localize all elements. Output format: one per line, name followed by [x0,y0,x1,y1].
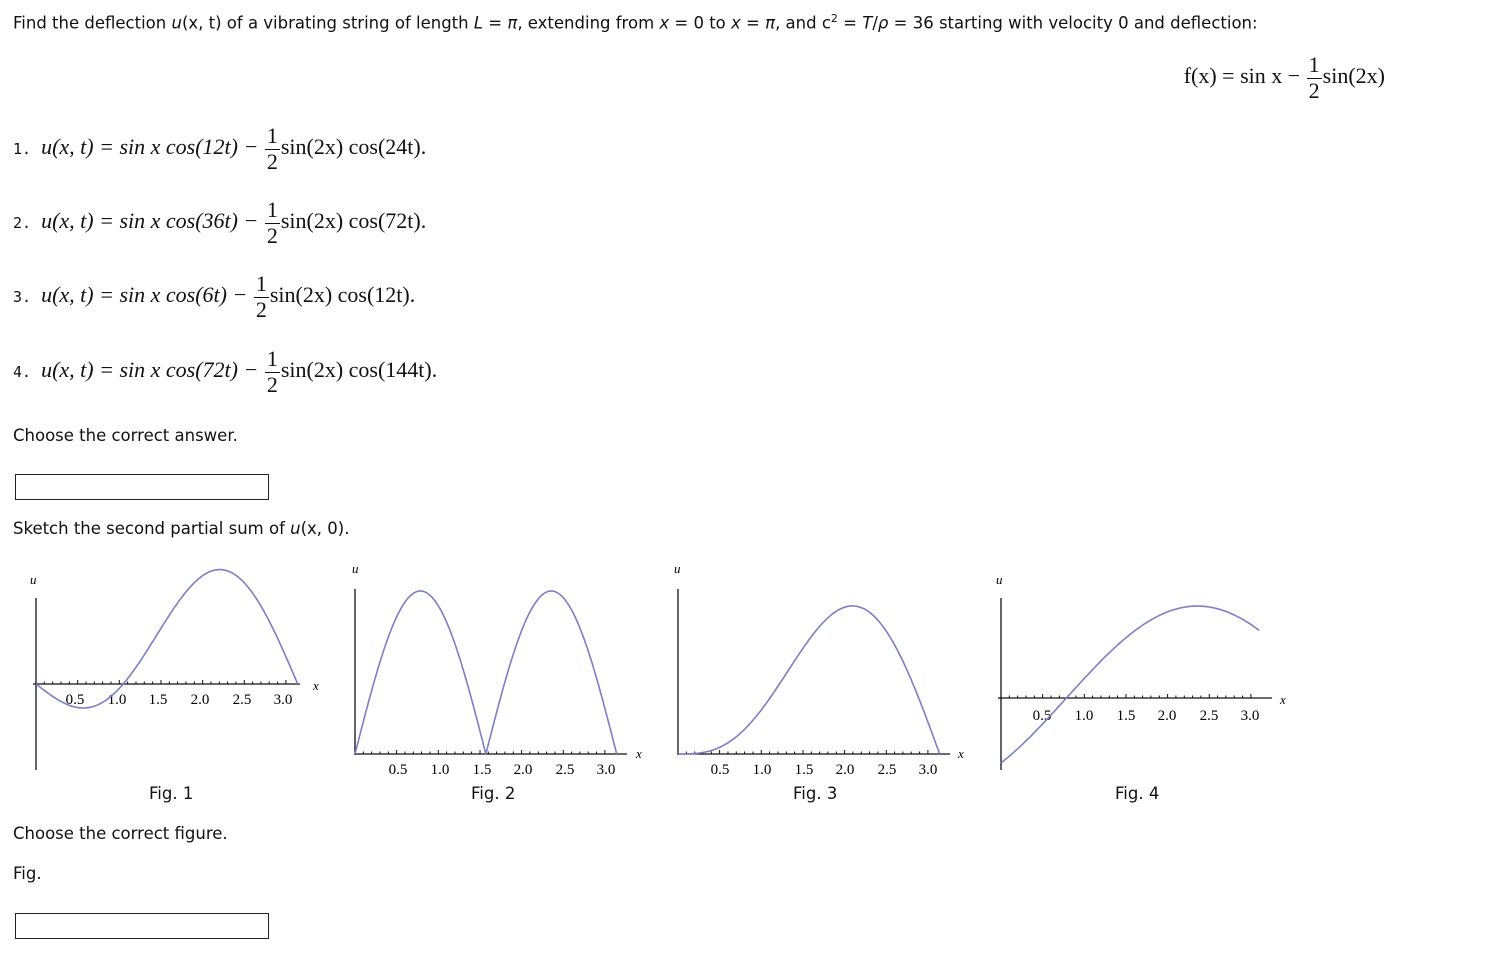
figure-3-curve [678,606,940,754]
option-lhs: u(x, t) = sin x cos(72t) − [41,357,264,383]
question-var: L [473,13,484,33]
option-rhs: sin(2x) cos(144t). [280,357,438,383]
option-fraction [265,199,280,247]
fraction-denominator: 2 [255,297,267,322]
option-1 [13,125,426,173]
deflection-formula [1184,54,1385,102]
tick-labels [1033,708,1260,724]
figure-4-plot [990,560,1300,780]
fraction-numerator: 1 [266,197,278,222]
question-part: = [837,13,863,33]
option-fraction [254,273,269,321]
option-lhs: u(x, t) = sin x cos(12t) − [41,134,264,160]
tick-label: 2.5 [555,762,575,778]
question-part: Find the deflection [13,13,172,33]
question-var: T [862,13,873,33]
sketch-text: Sketch the second partial sum of [13,519,291,538]
deflection-fraction [1307,54,1322,102]
option-number: 1. [13,140,32,159]
tick-label: 3.0 [918,762,938,778]
figure-answer-input[interactable] [15,913,269,939]
tick-label: 0.5 [1032,708,1052,724]
tick-labels [711,762,938,778]
tick-label: 1.5 [148,692,168,708]
tick-label: 2.0 [513,762,533,778]
question-var: π [507,13,518,33]
figure-1-curve [36,570,298,708]
choose-figure-label: Choose the correct figure. [13,824,228,843]
option-fraction [265,125,280,173]
sketch-var: u [290,519,301,538]
option-number: 4. [13,363,32,382]
tick-label: 3.0 [1240,708,1260,724]
tick-labels [389,762,616,778]
sketch-text: (x, 0). [300,519,350,538]
x-axis-label: x [958,746,964,761]
tick-label: 0.5 [710,762,730,778]
question-sup: 2 [830,12,838,25]
option-number: 2. [13,214,32,233]
tick-label: 2.5 [1199,708,1219,724]
option-3 [13,273,415,321]
sketch-prompt [13,519,349,538]
deflection-rhs: sin(2x) [1322,63,1385,89]
question-var: π [765,13,776,33]
tick-label: 1.0 [107,692,127,708]
x-axis-label: x [636,746,642,761]
tick-label: 0.5 [388,762,408,778]
choose-answer-label: Choose the correct answer. [13,426,238,445]
option-lhs: u(x, t) = sin x cos(6t) − [41,282,253,308]
figure-3-plot [668,555,978,785]
figure-4-label[interactable]: Fig. 4 [1115,784,1160,803]
tick-label: 1.0 [430,762,450,778]
figure-2-plot [345,555,655,785]
fraction-numerator: 1 [255,271,267,296]
fraction-denominator: 2 [266,372,278,397]
y-axis-label: u [352,561,359,576]
fraction-numerator: 1 [266,346,278,371]
question-part: = 36 starting with velocity 0 and deflection: [888,13,1258,33]
fraction-denominator: 2 [266,223,278,248]
tick-label: 0.5 [65,692,85,708]
figure-2-curve [355,591,617,754]
fraction-denominator: 2 [266,149,278,174]
question-var: x [659,13,670,33]
question-part: of a vibrating string of length [221,13,474,33]
tick-label: 2.0 [1157,708,1177,724]
option-lhs: u(x, t) = sin x cos(36t) − [41,208,264,234]
question-text [13,12,1258,33]
tick-label: 3.0 [273,692,293,708]
question-part: = 0 to [669,13,732,33]
tick-labels [66,692,293,708]
question-var: u [171,13,182,33]
question-part: , and c [775,13,831,33]
question-part: , extending from [517,13,660,33]
option-rhs: sin(2x) cos(72t). [280,208,427,234]
fig-prefix: Fig. [13,864,42,883]
option-rhs: sin(2x) cos(24t). [280,134,427,160]
figure-2-label[interactable]: Fig. 2 [471,784,516,803]
y-axis-label: u [674,561,681,576]
y-axis-label: u [30,572,37,587]
option-4 [13,348,437,396]
tick-label: 2.5 [877,762,897,778]
tick-label: 1.5 [794,762,814,778]
question-part: = [740,13,766,33]
tick-label: 1.5 [1116,708,1136,724]
tick-label: 1.0 [752,762,772,778]
option-fraction [265,348,280,396]
tick-label: 2.5 [232,692,252,708]
question-var: ρ [877,13,889,33]
tick-label: 3.0 [596,762,616,778]
fraction-denominator: 2 [1308,78,1320,103]
tick-label: 2.0 [835,762,855,778]
figure-4-curve [1001,606,1259,763]
option-rhs: sin(2x) cos(12t). [269,282,416,308]
option-2 [13,199,426,247]
option-number: 3. [13,288,32,307]
question-part: = [483,13,508,33]
deflection-lhs: f(x) = sin x − [1183,63,1306,89]
figure-1-plot [0,560,330,780]
question-part: / [872,13,878,33]
figure-1-label[interactable]: Fig. 1 [149,784,194,803]
x-axis-label: x [313,678,319,693]
tick-label: 1.0 [1074,708,1094,724]
question-part: (x, t) [181,13,222,33]
figure-3-label[interactable]: Fig. 3 [793,784,838,803]
fraction-numerator: 1 [1308,52,1320,77]
y-axis-label: u [996,572,1003,587]
fraction-numerator: 1 [266,123,278,148]
tick-label: 2.0 [190,692,210,708]
question-var: x [731,13,741,33]
answer-input[interactable] [15,474,269,500]
x-axis-label: x [1280,692,1286,707]
tick-label: 1.5 [472,762,492,778]
